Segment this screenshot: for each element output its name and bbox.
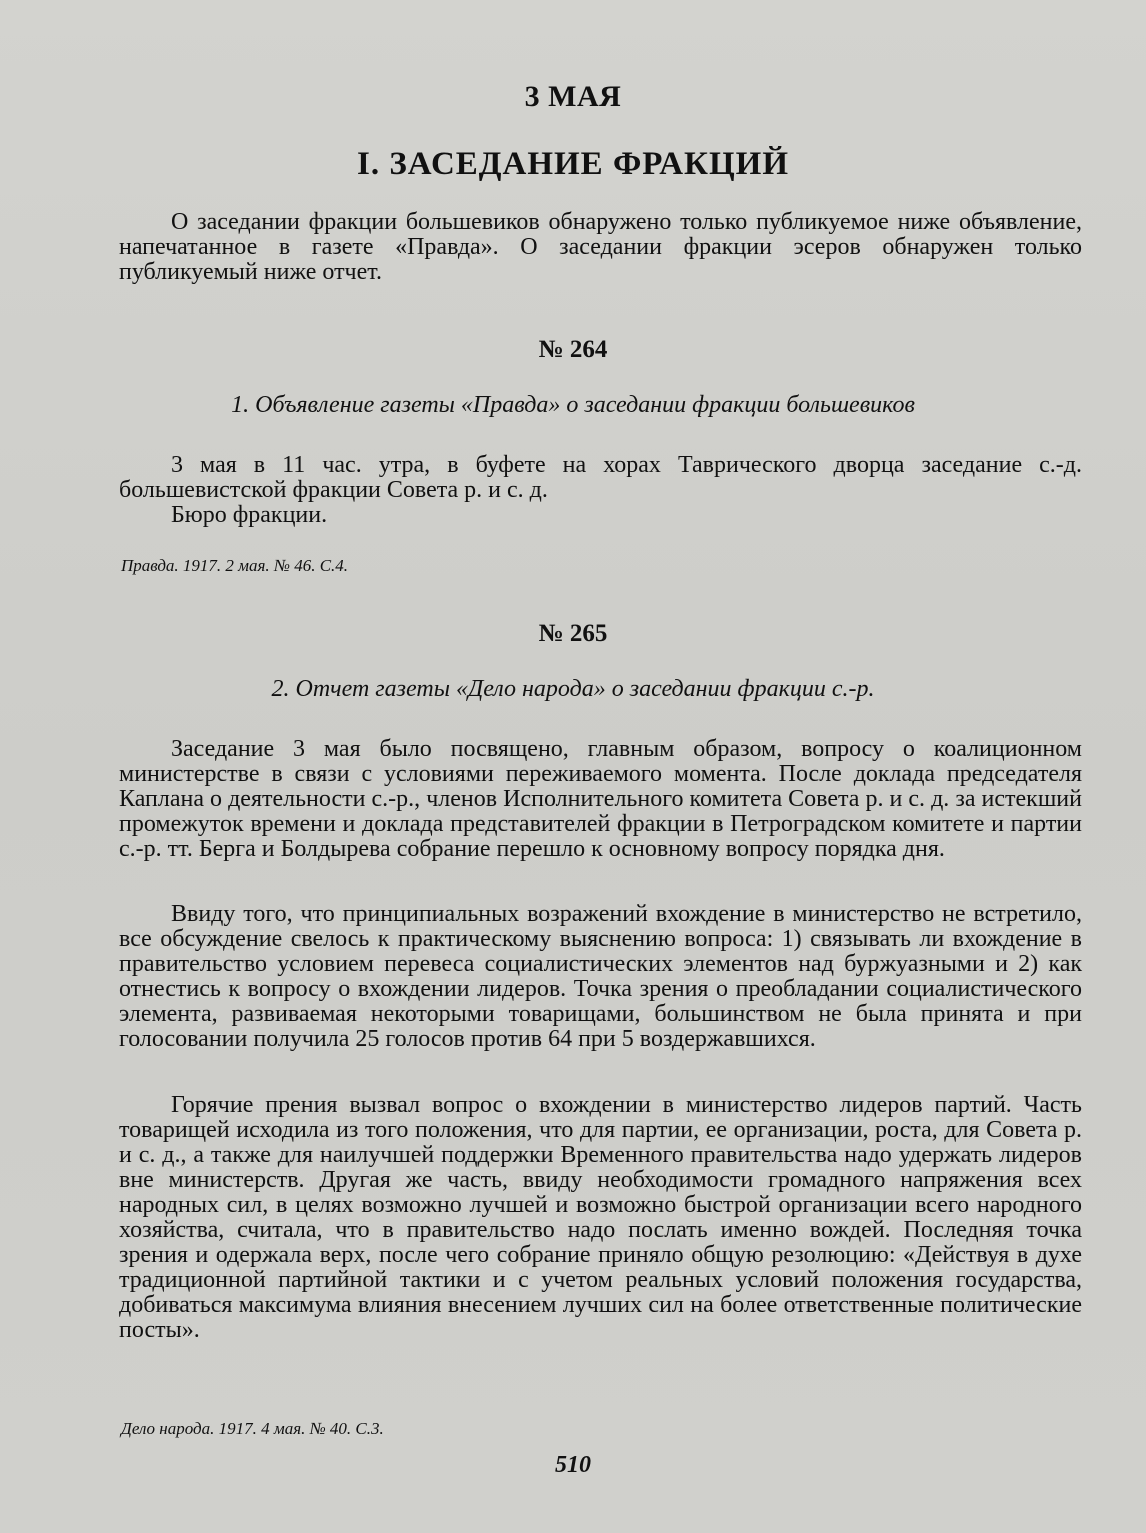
page-number: 510 [555,1452,591,1478]
document-title: 1. Объявление газеты «Правда» о заседании фракции большевиков [231,392,915,418]
document-paragraph: Горячие прения вызвал вопрос о вхождении в министерство лидеров партий. Часть товарищей исходила из того положения, что для партии, ее организации, роста, для Совета р. и с. д., а также для наилучшей поддержки Временного правительства надо удержать лидеров вне министерств. Другая же часть, ввиду необходимости громадного напряжения всех народных сил, в целях возможно лучшей и возможно быстрой организации всего народного хозяйства, считала, что в правительство надо послать именно вождей. Последняя точка зрения и одержала верх, после чего собрание приняло общую резолюцию: «Действуя в духе традиционной партийной тактики и с учетом реальных условий положения государства, добиваться максимума влияния внесением лучших сил на более ответственные политические посты». [119,1092,1082,1343]
date-heading: 3 МАЯ [524,80,622,113]
section-heading: I. ЗАСЕДАНИЕ ФРАКЦИЙ [357,146,789,182]
document-source: Дело народа. 1917. 4 мая. № 40. С.3. [121,1419,384,1438]
document-signature: Бюро фракции. [171,502,328,528]
document-paragraph: Ввиду того, что принципиальных возражений вхождение в министерство не встретило, все обсуждение свелось к практическому выяснению вопроса: 1) связывать ли вхождение в правительство условием перевеса социалистических элементов над буржуазными и 2) как отнестись к вопросу о вхождении лидеров. Точка зрения о преобладании социалистического элемента, развиваемая некоторыми товарищами, большинством не была принята и при голосовании получила 25 голосов против 64 при 5 воздержавшихся. [119,901,1082,1052]
document-paragraph: 3 мая в 11 час. утра, в буфете на хорах Таврического дворца заседание с.-д. большевистской фракции Совета р. и с. д. [119,452,1082,503]
document-title: 2. Отчет газеты «Дело народа» о заседании фракции с.-р. [271,676,875,702]
document-paragraph: Заседание 3 мая было посвящено, главным образом, вопросу о коалиционном министерстве в связи с условиями переживаемого момента. После доклада председателя Каплана о деятельности с.-р., членов Исполнительного комитета Совета р. и с. д. за истекший промежуток времени и доклада представителей фракции в Петроградском комитете и партии с.-р. тт. Берга и Болдырева собрание перешло к основному вопросу порядка дня. [119,736,1082,862]
document-number: № 264 [538,336,608,363]
document-number: № 265 [538,620,608,647]
intro-paragraph: О заседании фракции большевиков обнаружено только публикуемое ниже объявление, напечатанное в газете «Правда». О заседании фракции эсеров обнаружен только публикуемый ниже отчет. [119,209,1082,285]
document-source: Правда. 1917. 2 мая. № 46. С.4. [121,556,349,575]
